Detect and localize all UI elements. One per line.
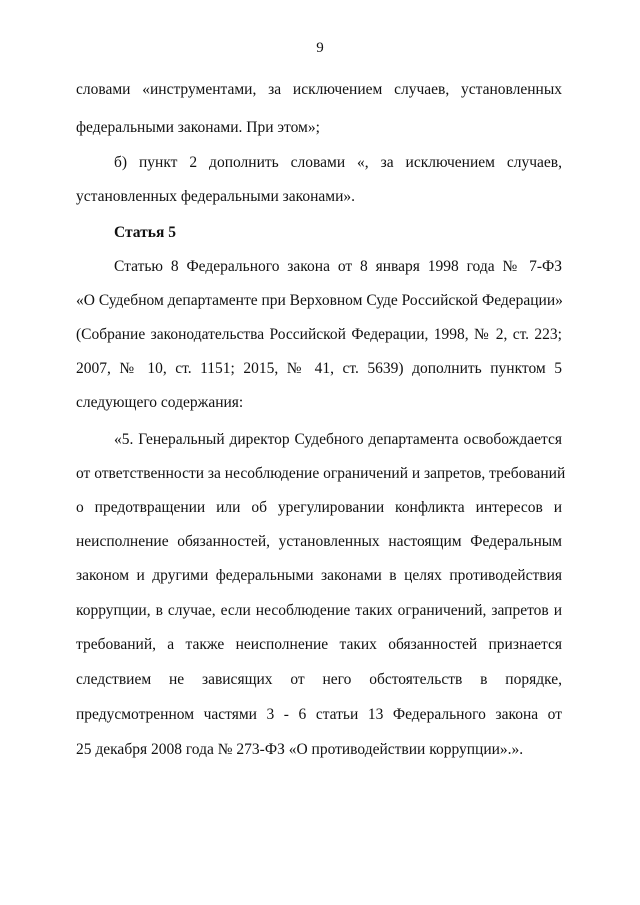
text-line: б) пункт 2 дополнить словами «, за исключением случаев, <box>114 154 562 171</box>
text-line: о предотвращении или об урегулировании конфликта интересов и <box>76 499 562 516</box>
page-number: 9 <box>316 40 324 56</box>
text-line: 25 декабря 2008 года № 273-ФЗ «О противодействии коррупции».». <box>76 741 524 758</box>
text-line: коррупции, в случае, если несоблюдение таких ограничений, запретов и <box>76 602 562 619</box>
section-heading: Статья 5 <box>114 224 176 241</box>
text-line: (Собрание законодательства Российской Федерации, 1998, № 2, ст. 223; <box>76 326 562 343</box>
text-line: законом и другими федеральными законами в целях противодействия <box>76 567 562 584</box>
text-line: следствием не зависящих от него обстоятельств в порядке, <box>76 671 562 688</box>
text-line: от ответственности за несоблюдение ограничений и запретов, требований <box>76 465 566 482</box>
text-line: предусмотренном частями 3 - 6 статьи 13 Федерального закона от <box>76 706 562 723</box>
text-line: 2007, № 10, ст. 1151; 2015, № 41, ст. 5639) дополнить пунктом 5 <box>76 360 562 377</box>
text-line: требований, а также неисполнение таких обязанностей признается <box>76 636 562 653</box>
text-line: неисполнение обязанностей, установленных настоящим Федеральным <box>76 533 562 550</box>
text-line: «О Судебном департаменте при Верховном Суде Российской Федерации» <box>76 292 563 309</box>
text-line: словами «инструментами, за исключением случаев, установленных <box>76 81 562 98</box>
text-line: следующего содержания: <box>76 394 244 411</box>
text-line: Статью 8 Федерального закона от 8 января 1998 года № 7-ФЗ <box>114 258 562 275</box>
text-line: установленных федеральными законами». <box>76 188 356 205</box>
text-line: федеральными законами. При этом»; <box>76 119 320 136</box>
text-line: «5. Генеральный директор Судебного департамента освобождается <box>114 431 562 448</box>
